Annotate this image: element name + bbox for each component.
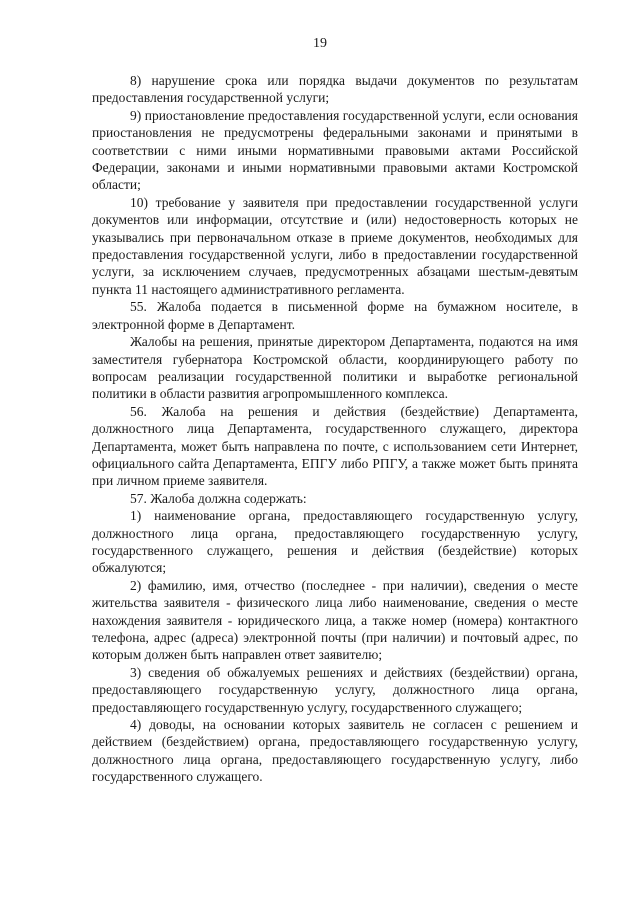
paragraph-55: 55. Жалоба подается в письменной форме на бумажном носителе, в электронной форме в Департамент. — [92, 299, 578, 332]
paragraph-item-9: 9) приостановление предоставления государственной услуги, если основания приостановления не предусмотрены федеральными законами и принятыми в соответствии с ними иными нормативными правовыми актами Российской Федерации, законами и иными нормативными правовыми актами Костромской области; — [92, 107, 578, 193]
paragraph-56: 56. Жалоба на решения и действия (бездействие) Департамента, должностного лица Департамента, государственного служащего, директора Департамента, может быть направлена по почте, с использованием сети Интернет, официального сайта Департамента, ЕПГУ либо РПГУ, а также может быть принята при личном приеме заявителя. — [92, 403, 578, 489]
paragraph-item-8: 8) нарушение срока или порядка выдачи документов по результатам предоставления государственной услуги; — [92, 73, 578, 106]
paragraph-item-2: 2) фамилию, имя, отчество (последнее - при наличии), сведения о месте жительства заявителя - физического лица либо наименование, сведения о месте нахождения заявителя - юридического лица, а также номер (номера) контактного телефона, адрес (адреса) электронной почты (при наличии) и почтовый адрес, по которым должен быть направлен ответ заявителю; — [92, 577, 578, 663]
paragraph-57: 57. Жалоба должна содержать: — [130, 490, 307, 506]
paragraph-item-3: 3) сведения об обжалуемых решениях и действиях (бездействии) органа, предоставляющего государственную услугу, должностного лица органа, предоставляющего государственную услугу, государственного служащего; — [92, 664, 578, 715]
paragraph-item-1: 1) наименование органа, предоставляющего государственную услугу, должностного лица органа, предоставляющего государственную услугу, государственного служащего, решения и действия (бездействие) которых обжалуются; — [92, 508, 578, 576]
document-body — [92, 72, 578, 786]
paragraph-item-10: 10) требование у заявителя при предоставлении государственной услуги документов или информации, отсутствие и (или) недостоверность которых не указывались при первоначальном отказе в приеме документов, необходимых для предоставления государственной услуги, либо в предоставлении государственной услуги, за исключением случаев, предусмотренных абзацами шестым-девятым пункта 11 настоящего административного регламента. — [92, 194, 578, 297]
paragraph-item-4: 4) доводы, на основании которых заявитель не согласен с решением и действием (бездействием) органа, предоставляющего государственную услугу, должностного лица органа, предоставляющего государственную услугу, либо государственного служащего. — [92, 717, 578, 785]
page-number: 19 — [313, 36, 327, 51]
paragraph-complaints-director: Жалобы на решения, принятые директором Департамента, подаются на имя заместителя губернатора Костромской области, координирующего работу по вопросам реализации государственной политики и выработке региональной политики в области развития агропромышленного комплекса. — [92, 334, 578, 402]
